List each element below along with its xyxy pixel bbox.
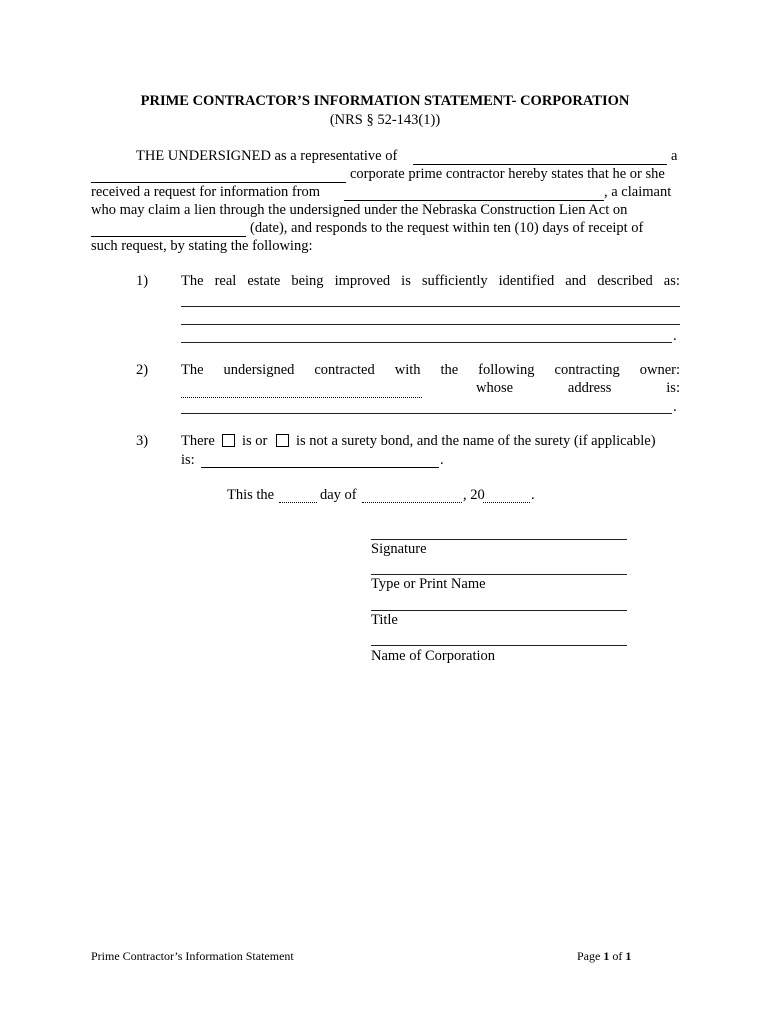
intro-line-1: THE UNDERSIGNED as a representative of [136,148,398,164]
item-2-word: the [440,362,459,378]
item-1-number: 1) [136,273,149,289]
item-1-word: as: [663,273,680,289]
real-estate-description-line-3[interactable] [181,342,672,343]
owner-address-blank[interactable] [181,413,672,414]
item-2-word: address [567,380,612,396]
signature-line[interactable] [371,539,627,540]
request-date-blank[interactable] [91,236,246,237]
title-line[interactable] [371,610,627,611]
surety-name-blank[interactable] [201,467,439,468]
item-2-number: 2) [136,362,149,378]
item-1-word: sufficiently [421,273,488,289]
intro-line-3-end: , a claimant [604,184,672,200]
footer-page-number [577,949,631,964]
intro-line-6: such request, by stating the following: [91,238,313,254]
intro-line-2: corporate prime contractor hereby states that he or she [350,166,665,182]
item-2-word: with [394,362,421,378]
item-1-word: is [401,273,411,289]
month-blank[interactable] [362,502,462,503]
item-3-end: . [440,452,444,468]
dateline-this-the: This the [227,487,275,503]
item-1-word: real [214,273,237,289]
item-3-text-1: There [181,433,215,449]
item-2-word: undersigned [223,362,295,378]
year-blank[interactable] [483,502,530,503]
intro-line-3: received a request for information from [91,184,321,200]
title-label: Title [371,612,398,628]
signature-label: Signature [371,541,427,557]
current-page: 1 [603,949,610,963]
printed-name-line[interactable] [371,574,627,575]
corporation-name-line[interactable] [371,645,627,646]
item-1-end: . [673,328,677,344]
dateline-day-of: day of [320,487,357,503]
dateline-end: . [531,487,535,503]
item-3-number: 3) [136,433,149,449]
printed-name-label: Type or Print Name [371,576,486,592]
dateline-year-prefix: , 20 [463,487,485,503]
item-3-text-3: is not a surety bond, and the name of the surety (if applicable) [296,433,656,449]
item-3-text-2: is or [242,433,268,449]
item-2-word: following [478,362,535,378]
item-2-end: . [673,399,677,415]
page-label: Page [577,949,604,963]
item-2-word: whose [476,380,514,396]
surety-bond-no-checkbox[interactable] [276,434,289,447]
item-2-word: is: [666,380,680,396]
footer-document-name: Prime Contractor’s Information Statement [91,949,294,963]
item-1-word: and [565,273,587,289]
total-pages: 1 [625,949,632,963]
item-2-word: contracting [554,362,620,378]
item-1-word: improved [334,273,391,289]
item-1-word: identified [498,273,555,289]
of-label: of [609,949,626,963]
intro-line-5: (date), and responds to the request within ten (10) days of receipt of [250,220,644,236]
representative-of-blank[interactable] [413,164,667,165]
item-2-word: contracted [314,362,375,378]
item-1-word: The [181,273,204,289]
corporation-name-blank[interactable] [91,182,346,183]
item-1-word: being [291,273,324,289]
intro-line-4: who may claim a lien through the undersigned under the Nebraska Construction Lien Act on [91,202,628,218]
document-title: PRIME CONTRACTOR’S INFORMATION STATEMENT- CORPORATION [140,93,630,109]
item-1-word: described [597,273,653,289]
real-estate-description-line-2[interactable] [181,324,680,325]
item-2-text [181,362,680,379]
item-2-text-2 [476,380,680,397]
item-3-text-4: is: [181,452,195,468]
requester-name-blank[interactable] [344,200,604,201]
contracting-owner-blank[interactable] [181,397,422,398]
corporation-name-label: Name of Corporation [371,648,496,664]
item-1-text [181,273,680,290]
item-2-word: The [181,362,204,378]
day-blank[interactable] [279,502,317,503]
item-2-word: owner: [639,362,680,378]
surety-bond-yes-checkbox[interactable] [222,434,235,447]
real-estate-description-line-1[interactable] [181,306,680,307]
intro-line-1-end: a [671,148,678,164]
item-1-word: estate [247,273,281,289]
document-subtitle: (NRS § 52-143(1)) [329,112,441,128]
